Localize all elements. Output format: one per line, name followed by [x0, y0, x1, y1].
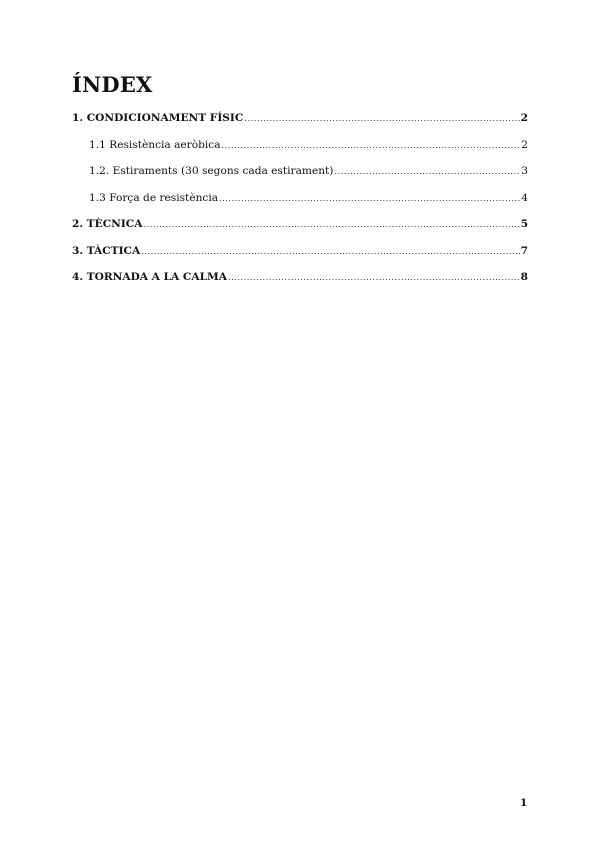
toc-dot-leader	[141, 247, 519, 256]
toc-entry-estiraments[interactable]	[72, 165, 528, 192]
toc-dot-leader	[143, 220, 519, 229]
toc-entry-label: 2. TÈCNICA	[72, 218, 143, 230]
toc-entry-label: 4. TORNADA A LA CALMA	[72, 271, 227, 283]
toc-entry-label: 1.3 Força de resistència	[89, 191, 219, 204]
table-of-contents	[72, 112, 528, 298]
toc-entry-page: 5	[520, 218, 528, 230]
page-title: ÍNDEX	[72, 72, 153, 97]
toc-entry-page: 7	[520, 244, 528, 257]
toc-entry-page: 4	[521, 191, 528, 204]
toc-entry-page: 3	[521, 165, 528, 177]
toc-entry-label: 1.1 Resistència aeròbica	[89, 138, 221, 151]
toc-entry-tecnica[interactable]	[72, 218, 528, 245]
toc-dot-leader	[222, 141, 521, 150]
toc-dot-leader	[219, 194, 520, 203]
toc-entry-tornada-a-la-calma[interactable]	[72, 271, 528, 298]
toc-dot-leader	[228, 273, 520, 282]
toc-entry-page: 8	[520, 271, 528, 283]
toc-entry-page: 2	[520, 112, 528, 124]
page-number: 1	[520, 797, 528, 809]
toc-entry-condicionament-fisic[interactable]	[72, 112, 528, 139]
toc-entry-page: 2	[521, 138, 528, 151]
toc-entry-resistencia-aerobica[interactable]	[72, 139, 528, 166]
toc-entry-label: 1. CONDICIONAMENT FÍSIC	[72, 112, 244, 124]
toc-entry-tactica[interactable]	[72, 245, 528, 272]
toc-entry-label: 1.2. Estiraments (30 segons cada estirament)	[89, 165, 334, 177]
toc-dot-leader	[244, 114, 519, 123]
toc-dot-leader	[334, 167, 520, 176]
toc-entry-forca-de-resistencia[interactable]	[72, 192, 528, 219]
toc-entry-label: 3. TÀCTICA	[72, 244, 141, 257]
